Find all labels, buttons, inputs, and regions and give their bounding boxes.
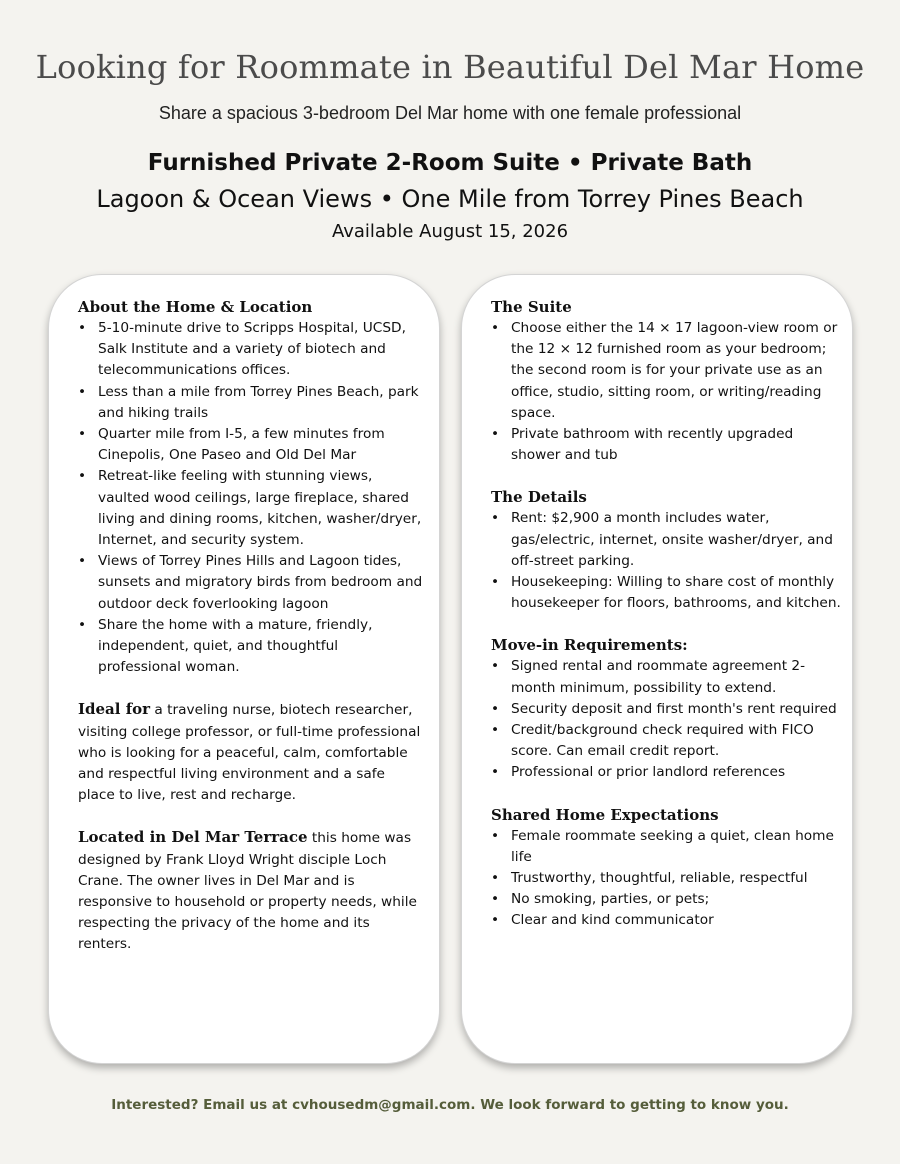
contact-footer: Interested? Email us at cvhousedm@gmail.com. We look forward to getting to know you. [111,1097,789,1113]
requirements-list [491,656,842,783]
list-item: • Share the home with a mature, friendly, independent, quiet, and thoughtful professional woman. [78,615,423,679]
home-location-card [48,274,440,1064]
list-item: • Female roommate seeking a quiet, clean home life [491,826,842,868]
availability-date: Available August 15, 2026 [331,221,569,242]
list-item: • Rent: $2,900 a month includes water, gas/electric, internet, onsite washer/dryer, and off-street parking. [491,508,842,572]
details-heading: The Details [491,488,587,507]
views-headline: Lagoon & Ocean Views • One Mile from Torrey Pines Beach [96,185,804,213]
location-paragraph [78,827,423,955]
list-item: • Views of Torrey Pines Hills and Lagoon tides, sunsets and migratory birds from bedroom and outdoor deck foverlooking lagoon [78,551,423,615]
list-item: • Retreat-like feeling with stunning views, vaulted wood ceilings, large fireplace, shared living and dining rooms, kitchen, washer/dryer, Internet, and security system. [78,466,423,551]
expectations-list [491,826,842,932]
suite-details-card [461,274,853,1064]
expectations-heading: Shared Home Expectations [491,805,719,824]
suite-headline: Furnished Private 2-Room Suite • Private Bath [147,150,753,176]
list-item: • Security deposit and first month's rent required [491,699,842,720]
ideal-for-text: a traveling nurse, biotech researcher, visiting college professor, or full-time professional who is looking for a peaceful, calm, comfortable and respectful living environment and a safe place to live, rest and recharge. [78,702,421,804]
list-item: • Housekeeping: Willing to share cost of monthly housekeeper for floors, bathrooms, and kitchen. [491,572,842,614]
page-subtitle: Share a spacious 3-bedroom Del Mar home with one female professional [158,103,742,123]
list-item: • No smoking, parties, or pets; [491,889,842,910]
list-item: • Professional or prior landlord references [491,762,842,783]
list-item: • Less than a mile from Torrey Pines Beach, park and hiking trails [78,382,423,424]
list-item: • Quarter mile from I-5, a few minutes from Cinepolis, One Paseo and Old Del Mar [78,424,423,466]
location-lead: Located in Del Mar Terrace [78,828,308,847]
suite-list [491,318,842,466]
list-item: • Choose either the 14 × 17 lagoon-view room or the 12 × 12 furnished room as your bedroom; the second room is for your private use as an office, studio, sitting room, or writing/reading space. [491,318,842,424]
ideal-for-lead: Ideal for [78,700,151,719]
requirements-heading: Move-in Requirements: [491,636,688,655]
details-list [491,508,842,614]
list-item: • Private bathroom with recently upgraded shower and tub [491,424,842,466]
list-item: • Credit/background check required with FICO score. Can email credit report. [491,720,842,762]
page-title: Looking for Roommate in Beautiful Del Mar Home [35,48,865,86]
about-heading: About the Home & Location [78,298,313,316]
ideal-for-paragraph [78,699,423,806]
about-list [78,318,423,678]
list-item: • Trustworthy, thoughtful, reliable, respectful [491,868,842,889]
list-item: • Signed rental and roommate agreement 2-month minimum, possibility to extend. [491,656,842,698]
list-item: • Clear and kind communicator [491,910,842,931]
list-item: • 5-10-minute drive to Scripps Hospital, UCSD, Salk Institute and a variety of biotech and telecommunications offices. [78,318,423,382]
location-text: this home was designed by Frank Lloyd Wright disciple Loch Crane. The owner lives in Del Mar and is responsive to household or property needs, while respecting the privacy of the home and its renters. [78,830,417,953]
suite-heading: The Suite [491,298,572,316]
